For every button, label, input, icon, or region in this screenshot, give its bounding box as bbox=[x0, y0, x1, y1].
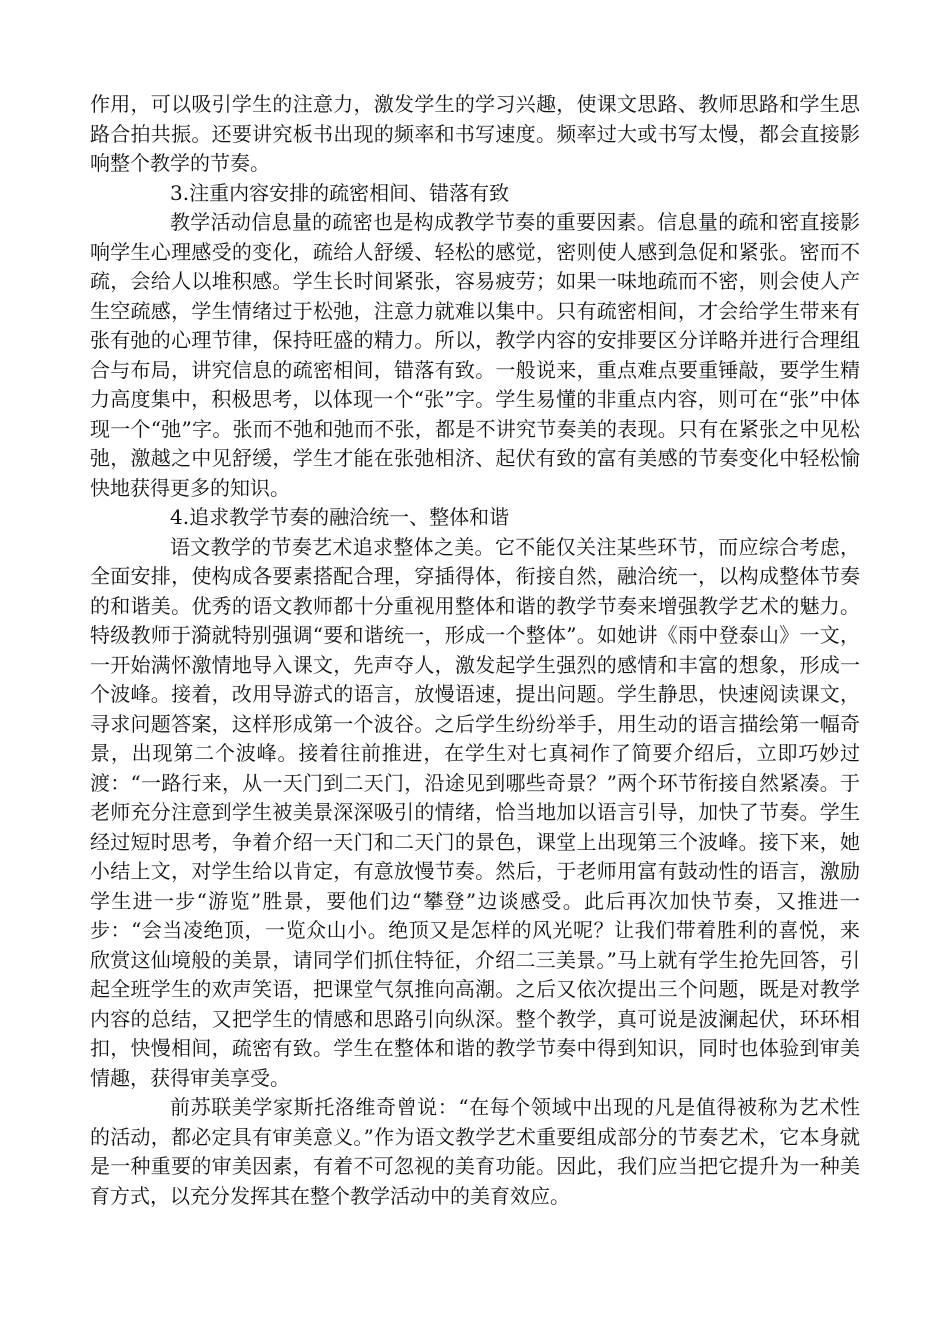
section-heading-4: 4.追求教学节奏的融洽统一、整体和谐 bbox=[170, 505, 510, 529]
paragraph-continuation: 作用，可以吸引学生的注意力，激发学生的学习兴趣，使课文思路、教师思路和学生思路合拍共振。还要讲究板书出现的频率和书写速度。频率过大或书写太慢，都会直接影响整个教学的节奏。 bbox=[90, 92, 860, 175]
paragraph-harmony: 语文教学的节奏艺术追求整体之美。它不能仅关注某些环节，而应综合考虑，全面安排，使构成各要素搭配合理，穿插得体，衔接自然，融洽统一，以构成整体节奏的和谐美。优秀的语文教师都十分重视用整体和谐的教学节奏来增强教学艺术的魅力。特级教师于漪就特别强调“要和谐统一，形成一个整体”。如她讲《雨中登泰山》一文，一开始满怀激情地导入课文，先声夺人，激发起学生强烈的感情和丰富的想象，形成一个波峰。接着，改用导游式的语言，放慢语速，提出问题。学生静思，快速阅读课文，寻求问题答案，这样形成第一个波谷。之后学生纷纷举手，用生动的语言描绘第一幅奇景，出现第二个波峰。接着往前推进，在学生对七真祠作了简要介绍后，立即巧妙过渡：“一路行来，从一天门到二天门，沿途见到哪些奇景？”两个环节衔接自然紧凑。于老师充分注意到学生被美景深深吸引的情绪，恰当地加以语言引导，加快了节奏。学生经过短时思考，争着介绍一天门和二天门的景色，课堂上出现第三个波峰。接下来，她小结上文，对学生给以肯定，有意放慢节奏。然后，于老师用富有鼓动性的语言，激励学生进一步“游览”胜景，要他们边“攀登”边谈感受。此后再次加快节奏，又推进一步：“会当凌绝顶，一览众山小。绝顶又是怎样的风光呢？让我们带着胜利的喜悦，来欣赏这仙境般的美景，请同学们抓住特征，介绍二三美景。”马上就有学生抢先回答，引起全班学生的欢声笑语，把课堂气氛推向高潮。之后又依次提出三个问题，既是对教学内容的总结，又把学生的情感和思路引向纵深。整个教学，真可说是波澜起伏，环环相扣，快慢相间，疏密有致。学生在整体和谐的教学节奏中得到知识，同时也体验到审美情趣，获得审美享受。 bbox=[90, 534, 860, 1090]
paragraph-conclusion: 前苏联美学家斯托洛维奇曾说：“在每个领域中出现的凡是值得被称为艺术性的活动，都必定具有审美意义。”作为语文教学艺术重要组成部分的节奏艺术，它本身就是一种重要的审美因素，有着不可忽视的美育功能。因此，我们应当把它提升为一种美育方式，以充分发挥其在整个教学活动中的美育效应。 bbox=[90, 1095, 860, 1208]
paragraph-density: 教学活动信息量的疏密也是构成教学节奏的重要因素。信息量的疏和密直接影响学生心理感受的变化，疏给人舒缓、轻松的感觉，密则使人感到急促和紧张。密而不疏，会给人以堆积感。学生长时间紧张，容易疲劳；如果一味地疏而不密，则会使人产生空疏感，学生情绪过于松弛，注意力就难以集中。只有疏密相间，才会给学生带来有张有弛的心理节律，保持旺盛的精力。所以，教学内容的安排要区分详略并进行合理组合与布局，讲究信息的疏密相间，错落有致。一般说来，重点难点要重锤敲，要学生精力高度集中，积极思考，以体现一个“张”字。学生易懂的非重点内容，则可在“张”中体现一个“弛”字。张而不弛和弛而不张，都是不讲究节奏美的表现。只有在紧张之中见松弛，激越之中见舒缓，学生才能在张弛相济、起伏有致的富有美感的节奏变化中轻松愉快地获得更多的知识。 bbox=[90, 210, 860, 500]
section-heading-3: 3.注重内容安排的疏密相间、错落有致 bbox=[170, 180, 510, 205]
document-page bbox=[90, 90, 860, 1211]
